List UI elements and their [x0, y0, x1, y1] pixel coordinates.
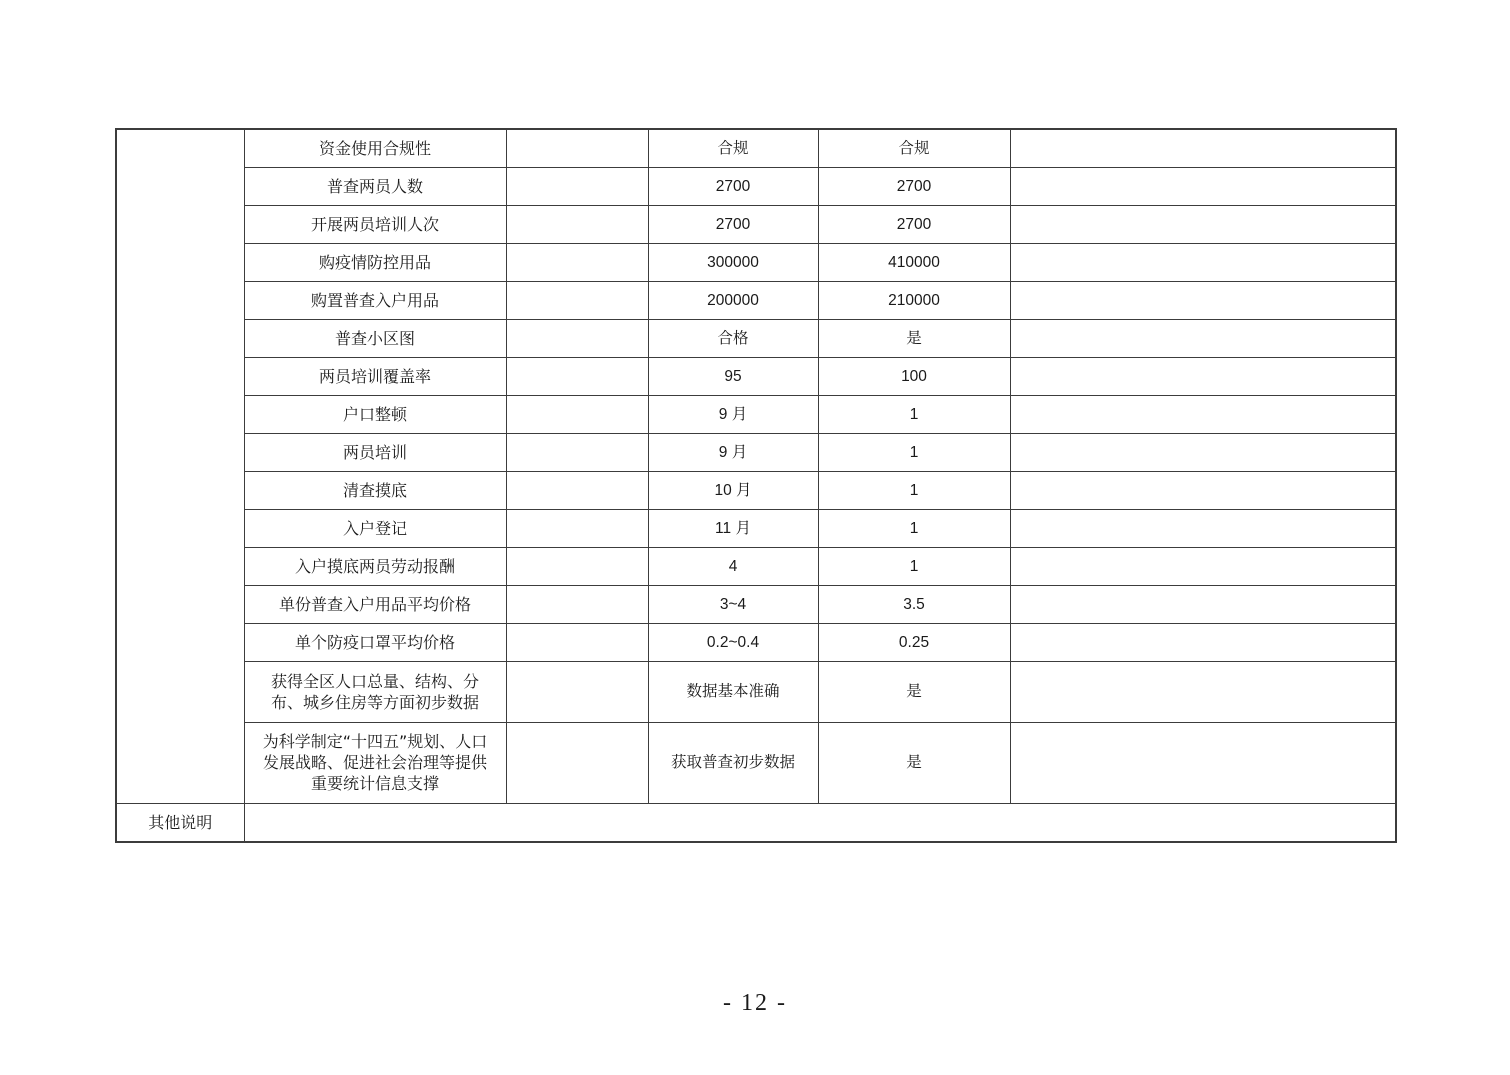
target-cell: [506, 661, 648, 722]
actual-value-cell: 1: [818, 509, 1010, 547]
table-row: [116, 509, 1396, 547]
annual-target-cell: 4: [648, 547, 818, 585]
actual-value-cell: 1: [818, 395, 1010, 433]
target-cell: [506, 433, 648, 471]
target-cell: [506, 243, 648, 281]
target-cell: [506, 623, 648, 661]
annual-target-cell: 9 月: [648, 433, 818, 471]
actual-value-cell: 1: [818, 547, 1010, 585]
actual-value-cell: 是: [818, 661, 1010, 722]
annual-target-cell: 11 月: [648, 509, 818, 547]
indicator-cell: 开展两员培训人次: [244, 205, 506, 243]
other-notes-label: 其他说明: [116, 803, 244, 842]
remark-cell: [1010, 205, 1396, 243]
actual-value-cell: 410000: [818, 243, 1010, 281]
table-row: [116, 395, 1396, 433]
target-cell: [506, 395, 648, 433]
remark-cell: [1010, 129, 1396, 167]
table-row: [116, 722, 1396, 803]
table-row: [116, 471, 1396, 509]
performance-indicator-table: [115, 128, 1397, 843]
target-cell: [506, 509, 648, 547]
annual-target-cell: 9 月: [648, 395, 818, 433]
table-row: [116, 433, 1396, 471]
indicator-cell: 清查摸底: [244, 471, 506, 509]
remark-cell: [1010, 547, 1396, 585]
table-row: [116, 547, 1396, 585]
table-body: [116, 129, 1396, 842]
indicator-cell: 入户摸底两员劳动报酬: [244, 547, 506, 585]
table-row: [116, 623, 1396, 661]
annual-target-cell: 数据基本准确: [648, 661, 818, 722]
indicator-cell: 为科学制定“十四五”规划、人口发展战略、促进社会治理等提供重要统计信息支撑: [244, 722, 506, 803]
annual-target-cell: 2700: [648, 205, 818, 243]
target-cell: [506, 722, 648, 803]
annual-target-cell: 10 月: [648, 471, 818, 509]
target-cell: [506, 471, 648, 509]
remark-cell: [1010, 395, 1396, 433]
page-number: - 12 -: [723, 990, 787, 1016]
actual-value-cell: 0.25: [818, 623, 1010, 661]
indicator-cell: 资金使用合规性: [244, 129, 506, 167]
annual-target-cell: 3~4: [648, 585, 818, 623]
remark-cell: [1010, 623, 1396, 661]
table-row: [116, 585, 1396, 623]
annual-target-cell: 合规: [648, 129, 818, 167]
actual-value-cell: 100: [818, 357, 1010, 395]
target-cell: [506, 281, 648, 319]
table-row: [116, 281, 1396, 319]
annual-target-cell: 0.2~0.4: [648, 623, 818, 661]
actual-value-cell: 210000: [818, 281, 1010, 319]
actual-value-cell: 合规: [818, 129, 1010, 167]
indicator-cell: 普查小区图: [244, 319, 506, 357]
remark-cell: [1010, 585, 1396, 623]
target-cell: [506, 167, 648, 205]
indicator-cell: 户口整顿: [244, 395, 506, 433]
table-row: [116, 319, 1396, 357]
remark-cell: [1010, 281, 1396, 319]
actual-value-cell: 是: [818, 319, 1010, 357]
annual-target-cell: 2700: [648, 167, 818, 205]
target-cell: [506, 585, 648, 623]
actual-value-cell: 是: [818, 722, 1010, 803]
remark-cell: [1010, 357, 1396, 395]
actual-value-cell: 2700: [818, 205, 1010, 243]
target-cell: [506, 319, 648, 357]
indicator-cell: 获得全区人口总量、结构、分布、城乡住房等方面初步数据: [244, 661, 506, 722]
indicator-cell: 购疫情防控用品: [244, 243, 506, 281]
target-cell: [506, 129, 648, 167]
remark-cell: [1010, 243, 1396, 281]
annual-target-cell: 获取普查初步数据: [648, 722, 818, 803]
annual-target-cell: 95: [648, 357, 818, 395]
other-notes-value: [244, 803, 1396, 842]
actual-value-cell: 2700: [818, 167, 1010, 205]
table-row: [116, 129, 1396, 167]
indicator-cell: 单个防疫口罩平均价格: [244, 623, 506, 661]
table-row: [116, 243, 1396, 281]
indicator-cell: 两员培训: [244, 433, 506, 471]
remark-cell: [1010, 167, 1396, 205]
indicator-cell: 普查两员人数: [244, 167, 506, 205]
indicator-cell: 单份普查入户用品平均价格: [244, 585, 506, 623]
remark-cell: [1010, 722, 1396, 803]
table-row: [116, 357, 1396, 395]
category-cell: [116, 129, 244, 803]
indicator-cell: 购置普查入户用品: [244, 281, 506, 319]
annual-target-cell: 合格: [648, 319, 818, 357]
remark-cell: [1010, 509, 1396, 547]
actual-value-cell: 1: [818, 471, 1010, 509]
target-cell: [506, 205, 648, 243]
actual-value-cell: 3.5: [818, 585, 1010, 623]
annual-target-cell: 300000: [648, 243, 818, 281]
target-cell: [506, 357, 648, 395]
remark-cell: [1010, 471, 1396, 509]
remark-cell: [1010, 433, 1396, 471]
remark-cell: [1010, 661, 1396, 722]
indicator-cell: 两员培训覆盖率: [244, 357, 506, 395]
annual-target-cell: 200000: [648, 281, 818, 319]
table-row: [116, 205, 1396, 243]
remark-cell: [1010, 319, 1396, 357]
indicator-cell: 入户登记: [244, 509, 506, 547]
table-row: [116, 661, 1396, 722]
table-row: [116, 167, 1396, 205]
target-cell: [506, 547, 648, 585]
other-notes-row: [116, 803, 1396, 842]
actual-value-cell: 1: [818, 433, 1010, 471]
